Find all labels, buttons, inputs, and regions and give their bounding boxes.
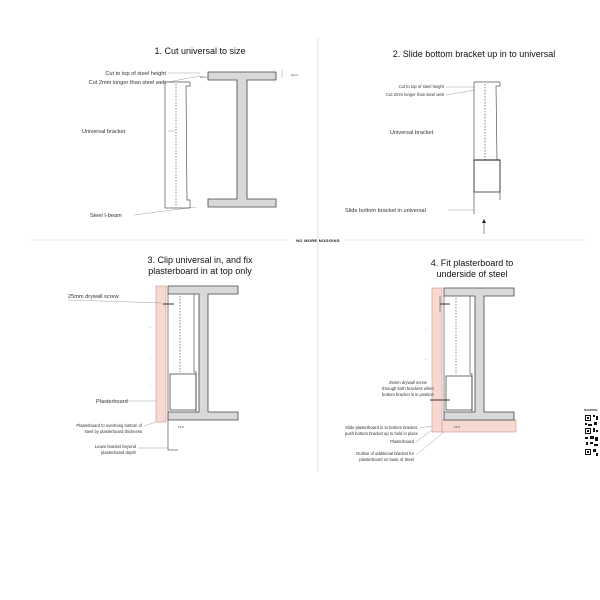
step-1-dim-label-small: 2mm: [200, 75, 207, 79]
arrow-icon: →: [424, 327, 427, 331]
center-label: NO MORE NOGGINS: [296, 238, 340, 243]
step-4-dim-label: 12.5: [454, 425, 460, 429]
step-4-label-screw-3: bottom bracket is in position: [382, 392, 434, 397]
step-3-label-overhang-2: steel by plasterboard thickness: [84, 429, 142, 434]
step-4-label-outline-1: Outline of additional bracket for: [356, 451, 414, 456]
steel-i-beam: [168, 286, 238, 420]
step-2-label-bracket: Universal bracket: [390, 130, 434, 136]
arrow-icon: →: [148, 383, 151, 387]
arrow-icon: →: [148, 356, 151, 360]
step-2-title: 2. Slide bottom bracket up in to universal: [392, 49, 556, 59]
step-2-label-cut-2mm: Cut 2mm longer than steel web: [386, 92, 444, 97]
step-4-title-line-2: underside of steel: [436, 269, 508, 279]
leader-line: [446, 90, 475, 95]
step-4-title-line-1: 4. Fit plasterboard to: [430, 258, 514, 268]
steel-i-beam: [444, 288, 514, 420]
step-1-dim-label: 2mm: [291, 73, 298, 77]
step-4-label-screw-2: through both brackets when: [382, 386, 434, 391]
brand-qr-block: [584, 408, 600, 458]
step-1-label-bracket: Universal bracket: [82, 129, 126, 135]
leader-line: [168, 76, 200, 82]
step-1-label-cut-top: Cut to top of steel height: [105, 71, 166, 77]
step-3-title-line-1: 3. Clip universal in, and fix: [147, 255, 253, 265]
plasterboard: [432, 288, 442, 432]
step-4-panel: [345, 258, 516, 462]
universal-bracket: [474, 82, 500, 214]
step-3-label-plasterboard: Plasterboard: [96, 399, 128, 405]
qr-code-icon: [584, 414, 600, 458]
step-1-label-ibeam: Steel I-beam: [90, 213, 122, 219]
step-1-label-cut-2mm: Cut 2mm longer than steel web: [88, 80, 166, 86]
leader-line: [420, 426, 432, 428]
step-1-panel: [82, 46, 298, 219]
step-4-label-screw-1: 25mm drywall screw: [389, 380, 427, 385]
step-2-label-slide: Slide bottom bracket in universal: [345, 208, 426, 214]
plasterboard: [156, 286, 166, 422]
arrow-icon: →: [148, 325, 151, 329]
step-3-panel: [68, 255, 253, 455]
step-3-label-overhang-1: Plasterboard to overhang bottom of: [76, 423, 142, 428]
step-3-label-leave-1: Leave bracket beyond: [94, 444, 136, 449]
leader-line: [416, 432, 444, 455]
step-4-label-plasterboard: Plasterboard: [390, 439, 414, 444]
step-3-label-screw: 25mm drywall screw: [68, 294, 119, 300]
bottom-bracket: [474, 160, 500, 192]
step-1-title: 1. Cut universal to size: [154, 46, 246, 56]
leader-line: [144, 422, 156, 426]
universal-bracket: [165, 82, 190, 208]
step-4-label-slide-1: Slide plasterboard in to bottom bracket,: [345, 425, 418, 430]
step-3-dim-label: 12.5: [178, 425, 184, 429]
step-3-title-line-2: plasterboard in at top only: [148, 266, 252, 276]
step-3-label-leave-2: plasterboard depth: [101, 450, 136, 455]
steel-i-beam: [208, 72, 276, 207]
brand-label: NOMORE: [584, 408, 598, 412]
step-4-label-slide-2: push bottom bracket up to hold in place: [344, 431, 418, 436]
step-2-label-cut-top: Cut to top of steel height: [398, 84, 444, 89]
leader-line: [416, 430, 432, 442]
arrow-up-head: [482, 219, 486, 223]
arrow-icon: →: [424, 357, 427, 361]
step-2-panel: [345, 49, 555, 234]
step-4-label-outline-2: plasterboard on base of Steel: [359, 457, 414, 462]
leader-line: [68, 300, 162, 303]
universal-bracket: [444, 296, 472, 412]
